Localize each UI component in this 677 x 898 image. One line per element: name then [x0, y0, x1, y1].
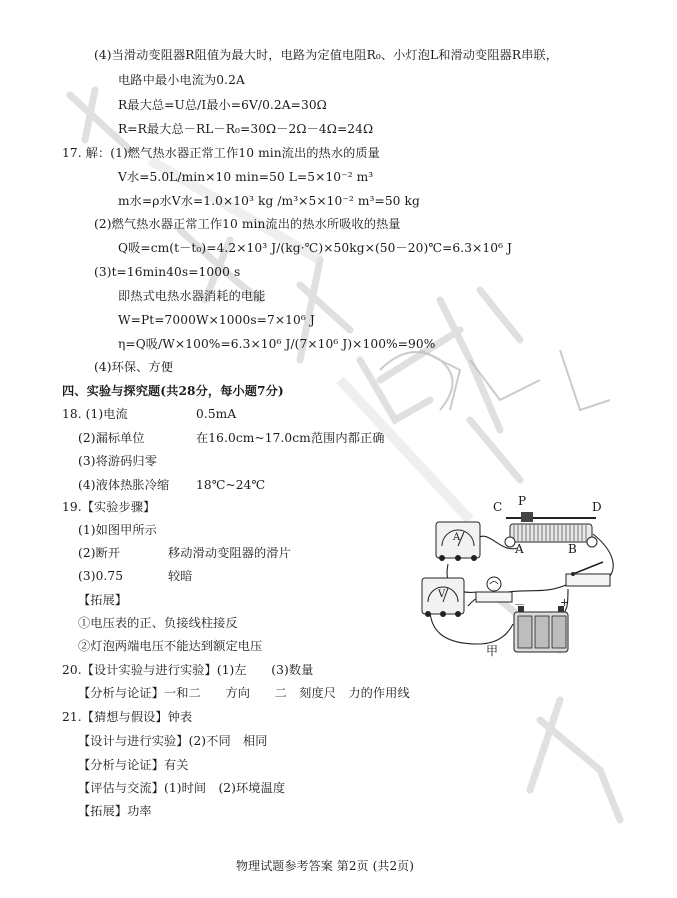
q19-steps-heading: 19.【实验步骤】	[62, 500, 156, 514]
min-current: 电路中最小电流为0.2A	[118, 73, 245, 87]
switch	[566, 562, 610, 586]
equation-heat: Q吸=cm(t－t₀)=4.2×10³ J/(kg·℃)×50kg×(50－20)℃=6.3×10⁶ J	[118, 241, 513, 255]
equation-r: R=R最大总－RL－R₀=30Ω－2Ω－4Ω=24Ω	[118, 122, 374, 136]
equation-r-total: R最大总=U总/I最小=6V/0.2A=30Ω	[118, 98, 327, 112]
q19-step3-label: (3)0.75	[78, 569, 124, 583]
equation-energy: W=Pt=7000W×1000s=7×10⁶ J	[118, 313, 315, 327]
q18-1-label: 18. (1)电流	[62, 407, 128, 421]
q17-part2: (2)燃气热水器正常工作10 min流出的热水所吸收的热量	[94, 217, 401, 231]
ammeter-symbol: A	[453, 532, 461, 543]
q21-extension: 【拓展】功率	[78, 804, 152, 818]
q18-3: (3)将游码归零	[78, 454, 158, 468]
q19-extension-2: ②灯泡两端电压不能达到额定电压	[78, 639, 263, 653]
q20-analysis: 【分析与论证】一和二 方向 二 刻度尺 力的作用线	[78, 686, 410, 700]
q19-extension-1: ①电压表的正、负接线柱接反	[78, 616, 238, 630]
q17-part3: (3)t=16min40s=1000 s	[94, 265, 241, 279]
q17-part4: (4)环保、方便	[94, 360, 174, 374]
battery	[514, 606, 568, 652]
q18-2-value: 在16.0cm~17.0cm范围内都正确	[196, 431, 385, 445]
q19-step3-value: 较暗	[168, 569, 193, 583]
figure-caption: 甲	[486, 644, 499, 658]
energy-label: 即热式电热水器消耗的电能	[118, 289, 266, 303]
voltmeter-symbol: V	[438, 589, 446, 600]
equation-volume: V水=5.0L/min×10 min=50 L=5×10⁻² m³	[118, 170, 374, 184]
circuit-figure	[418, 494, 640, 664]
q18-1-value: 0.5mA	[196, 407, 237, 421]
label-D: D	[592, 500, 602, 514]
equation-efficiency: η=Q吸/W×100%=6.3×10⁶ J/(7×10⁶ J)×100%=90%	[118, 337, 436, 351]
label-B: B	[568, 542, 577, 556]
q18-2-label: (2)漏标单位	[78, 431, 145, 445]
q21-hypothesis: 21.【猜想与假设】钟表	[62, 710, 193, 724]
page-footer: 物理试题参考答案 第2页 (共2页)	[236, 859, 415, 873]
q21-design: 【设计与进行实验】(2)不同 相同	[78, 734, 268, 748]
battery-minus: －	[514, 598, 525, 611]
label-A: A	[515, 542, 524, 556]
lamp	[476, 577, 512, 602]
label-P: P	[518, 494, 527, 508]
wire-lamp-switch	[508, 584, 568, 592]
q21-evaluation: 【评估与交流】(1)时间 (2)环境温度	[78, 781, 286, 795]
q19-extension-heading: 【拓展】	[78, 593, 128, 607]
q19-step1: (1)如图甲所示	[78, 523, 158, 537]
label-C: C	[493, 500, 503, 514]
q21-analysis: 【分析与论证】有关	[78, 758, 189, 772]
q17-part1: 17. 解：(1)燃气热水器正常工作10 min流出的热水的质量	[62, 146, 380, 160]
section-heading: 四、实验与探究题(共28分，每小题7分)	[62, 384, 284, 398]
part4-intro: (4)当滑动变阻器R阻值为最大时，电路为定值电阻R₀、小灯泡L和滑动变阻器R串联，	[94, 48, 559, 62]
equation-mass: m水=ρ水V水=1.0×10³ kg /m³×5×10⁻² m³=50 kg	[118, 194, 420, 208]
circuit-diagram	[418, 494, 640, 664]
q18-4-value: 18℃~24℃	[196, 478, 266, 492]
battery-plus: +	[560, 596, 570, 609]
q19-step2-label: (2)断开	[78, 546, 121, 560]
q19-step2-value: 移动滑动变阻器的滑片	[168, 546, 291, 560]
q18-4-label: (4)液体热胀冷缩	[78, 478, 170, 492]
q20-design: 20.【设计实验与进行实验】(1)左 (3)数量	[62, 663, 314, 677]
